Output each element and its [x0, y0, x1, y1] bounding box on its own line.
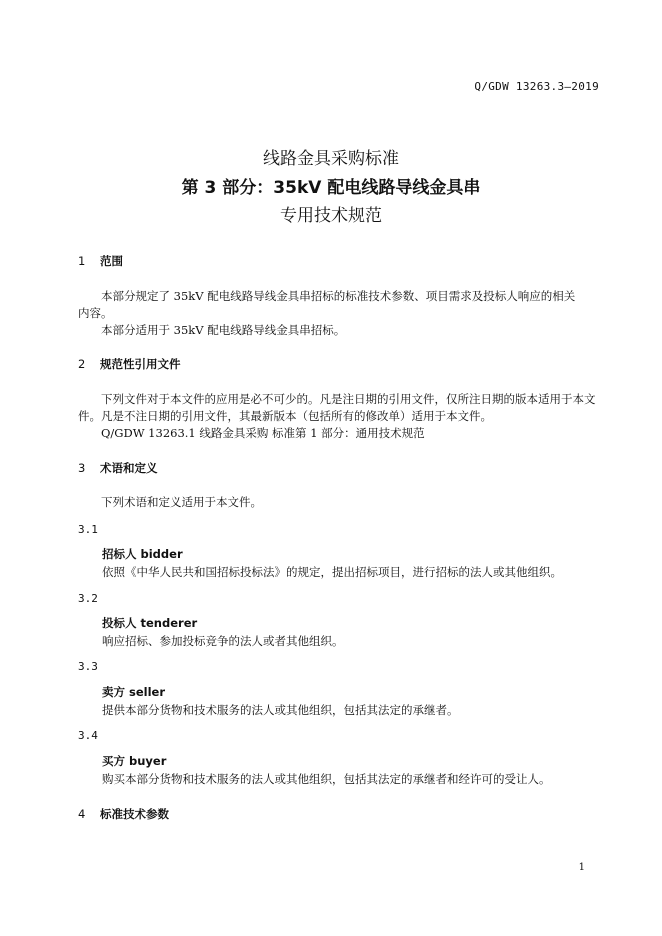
page-number: 1 [578, 862, 585, 873]
term-heading: 买方 buyer [102, 754, 167, 768]
term-heading: 投标人 tenderer [102, 616, 198, 630]
section-title: 规范性引用文件 [100, 357, 181, 371]
term-definition: 依照《中华人民共和国招标投标法》的规定，提出招标项目，进行招标的法人或其他组织。 [102, 565, 562, 579]
title-line-3: 专用技术规范 [280, 206, 382, 226]
section-3-intro: 下列术语和定义适用于本文件。 [101, 495, 262, 509]
term-definition: 提供本部分货物和技术服务的法人或其他组织，包括其法定的承继者。 [102, 703, 459, 717]
section-4-heading [78, 806, 169, 822]
subsection-number: 3.1 [78, 523, 98, 536]
section-number: 3 [78, 461, 86, 475]
subsection-number: 3.2 [78, 592, 98, 605]
normative-reference: Q/GDW 13263.1 线路金具采购 标准第 1 部分：通用技术规范 [101, 426, 425, 440]
section-number: 4 [78, 807, 86, 821]
section-3-heading [78, 460, 158, 476]
section-2-paragraph-1b: 件。凡是不注日期的引用文件，其最新版本（包括所有的修改单）适用于本文件。 [78, 409, 492, 423]
section-1-paragraph-1b: 内容。 [78, 306, 113, 320]
section-2-heading [78, 356, 181, 372]
title-line-2: 第 3 部分：35kV 配电线路导线金具串 [181, 178, 481, 198]
subsection-number: 3.3 [78, 660, 98, 673]
term-heading: 招标人 bidder [102, 547, 183, 561]
section-title: 范围 [100, 254, 124, 268]
section-1-paragraph-1a: 本部分规定了 35kV 配电线路导线金具串招标的标准技术参数、项目需求及投标人响应的相关 [101, 289, 576, 303]
section-title: 标准技术参数 [100, 807, 170, 821]
title-line-1: 线路金具采购标准 [263, 149, 399, 169]
subsection-number: 3.4 [78, 729, 98, 742]
term-definition: 响应招标、参加投标竞争的法人或者其他组织。 [102, 634, 344, 648]
standard-code: Q/GDW 13263.3—2019 [474, 80, 599, 93]
section-1-heading [78, 253, 123, 269]
section-1-paragraph-2: 本部分适用于 35kV 配电线路导线金具串招标。 [101, 323, 346, 337]
section-2-paragraph-1a: 下列文件对于本文件的应用是必不可少的。凡是注日期的引用文件，仅所注日期的版本适用于本文 [101, 392, 596, 406]
section-number: 2 [78, 357, 86, 371]
term-definition: 购买本部分货物和技术服务的法人或其他组织，包括其法定的承继者和经许可的受让人。 [102, 772, 551, 786]
section-title: 术语和定义 [100, 461, 158, 475]
term-heading: 卖方 seller [102, 685, 166, 699]
section-number: 1 [78, 254, 86, 268]
